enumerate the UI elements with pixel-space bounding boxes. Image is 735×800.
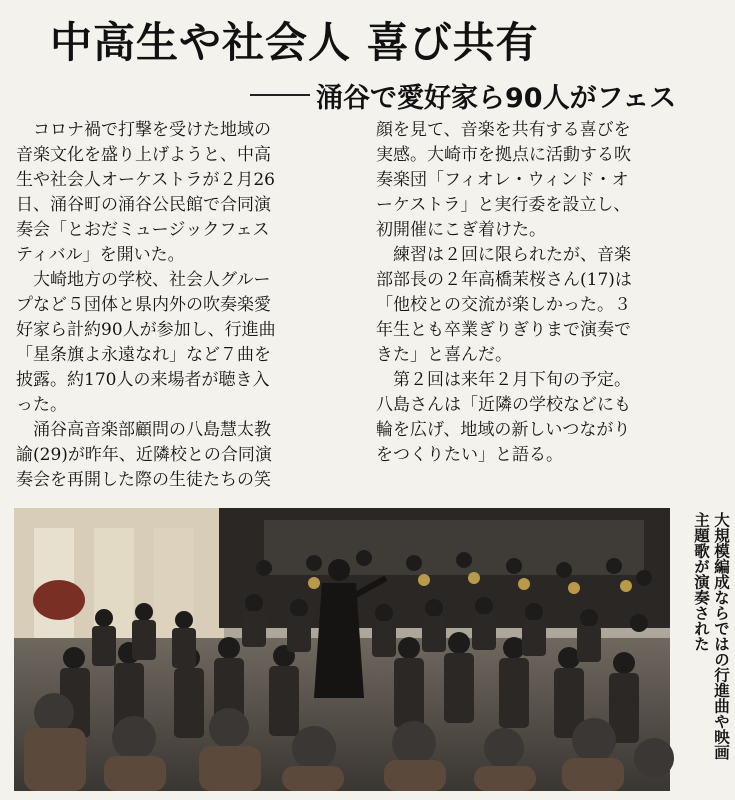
article-text-line: 日、涌谷町の涌谷公民館で合同演 <box>16 195 271 215</box>
article-text-line: 八島さんは「近隣の学校などにも <box>376 395 631 415</box>
subhead-block <box>250 78 720 112</box>
article-text-line: 「他校との交流が楽しかった。３ <box>376 295 631 315</box>
article-text-line: 涌谷高音楽部顧問の八島慧太教 <box>16 420 271 440</box>
article-text-line: 顔を見て、音楽を共有する喜びを <box>376 120 631 140</box>
article-text-line: きた」と喜んだ。 <box>376 345 512 365</box>
article-text-line: 音楽文化を盛り上げようと、中高 <box>16 145 271 165</box>
article-text-line: をつくりたい」と語る。 <box>376 445 563 465</box>
headline: 中高生や社会人 喜び共有 <box>50 18 539 67</box>
caption-text-line: 大規模編成ならではの行進曲や映画 <box>712 512 730 760</box>
article-text-line: 奏楽団「フィオレ・ウィンド・オ <box>376 170 629 190</box>
article-text-line: 奏会を再開した際の生徒たちの笑 <box>16 470 271 490</box>
photo-caption <box>676 512 730 796</box>
article-text-line: ーケストラ」と実行委を設立し、 <box>376 195 631 215</box>
article-text-line: 好家ら計約90人が参加し、行進曲 <box>16 320 276 340</box>
article-column-right <box>376 118 721 468</box>
subhead-dash-rule <box>250 94 310 96</box>
article-text-line: 第２回は来年２月下旬の予定。 <box>376 370 631 390</box>
concert-photo <box>14 508 670 791</box>
article-text-line: プなど５団体と県内外の吹奏楽愛 <box>16 295 271 315</box>
article-text-line: 大崎地方の学校、社会人グルー <box>16 270 271 290</box>
concert-photo-illustration <box>14 508 670 791</box>
article-text-line: 輪を広げ、地域の新しいつながり <box>376 420 631 440</box>
article-text-line: コロナ禍で打撃を受けた地域の <box>16 120 271 140</box>
article-text-line: 年生とも卒業ぎりぎりまで演奏で <box>376 320 631 340</box>
article-text-line: 諭(29)が昨年、近隣校との合同演 <box>16 445 272 465</box>
article-text-line: 実感。大崎市を拠点に活動する吹 <box>376 145 631 165</box>
article-text-line: 部部長の２年高橋茉桜さん(17)は <box>376 270 632 290</box>
article-text-line: った。 <box>16 395 67 415</box>
article-text-line: 奏会「とおだミュージックフェス <box>16 220 270 240</box>
article-text-line: 初開催にこぎ着けた。 <box>376 220 546 240</box>
article-column-left <box>16 118 361 493</box>
article-text-line: 練習は２回に限られたが、音楽 <box>376 245 631 265</box>
subhead: 涌谷で愛好家ら90人がフェス <box>316 82 677 114</box>
article-text-line: ティバル」を開いた。 <box>16 245 185 265</box>
article-text-line: 生や社会人オーケストラが２月26 <box>16 170 275 190</box>
caption-text-line: 主題歌が演奏された <box>692 512 710 652</box>
article-text-line: 「星条旗よ永遠なれ」など７曲を <box>16 345 271 365</box>
article-text-line: 披露。約170人の来場者が聴き入 <box>16 370 270 390</box>
